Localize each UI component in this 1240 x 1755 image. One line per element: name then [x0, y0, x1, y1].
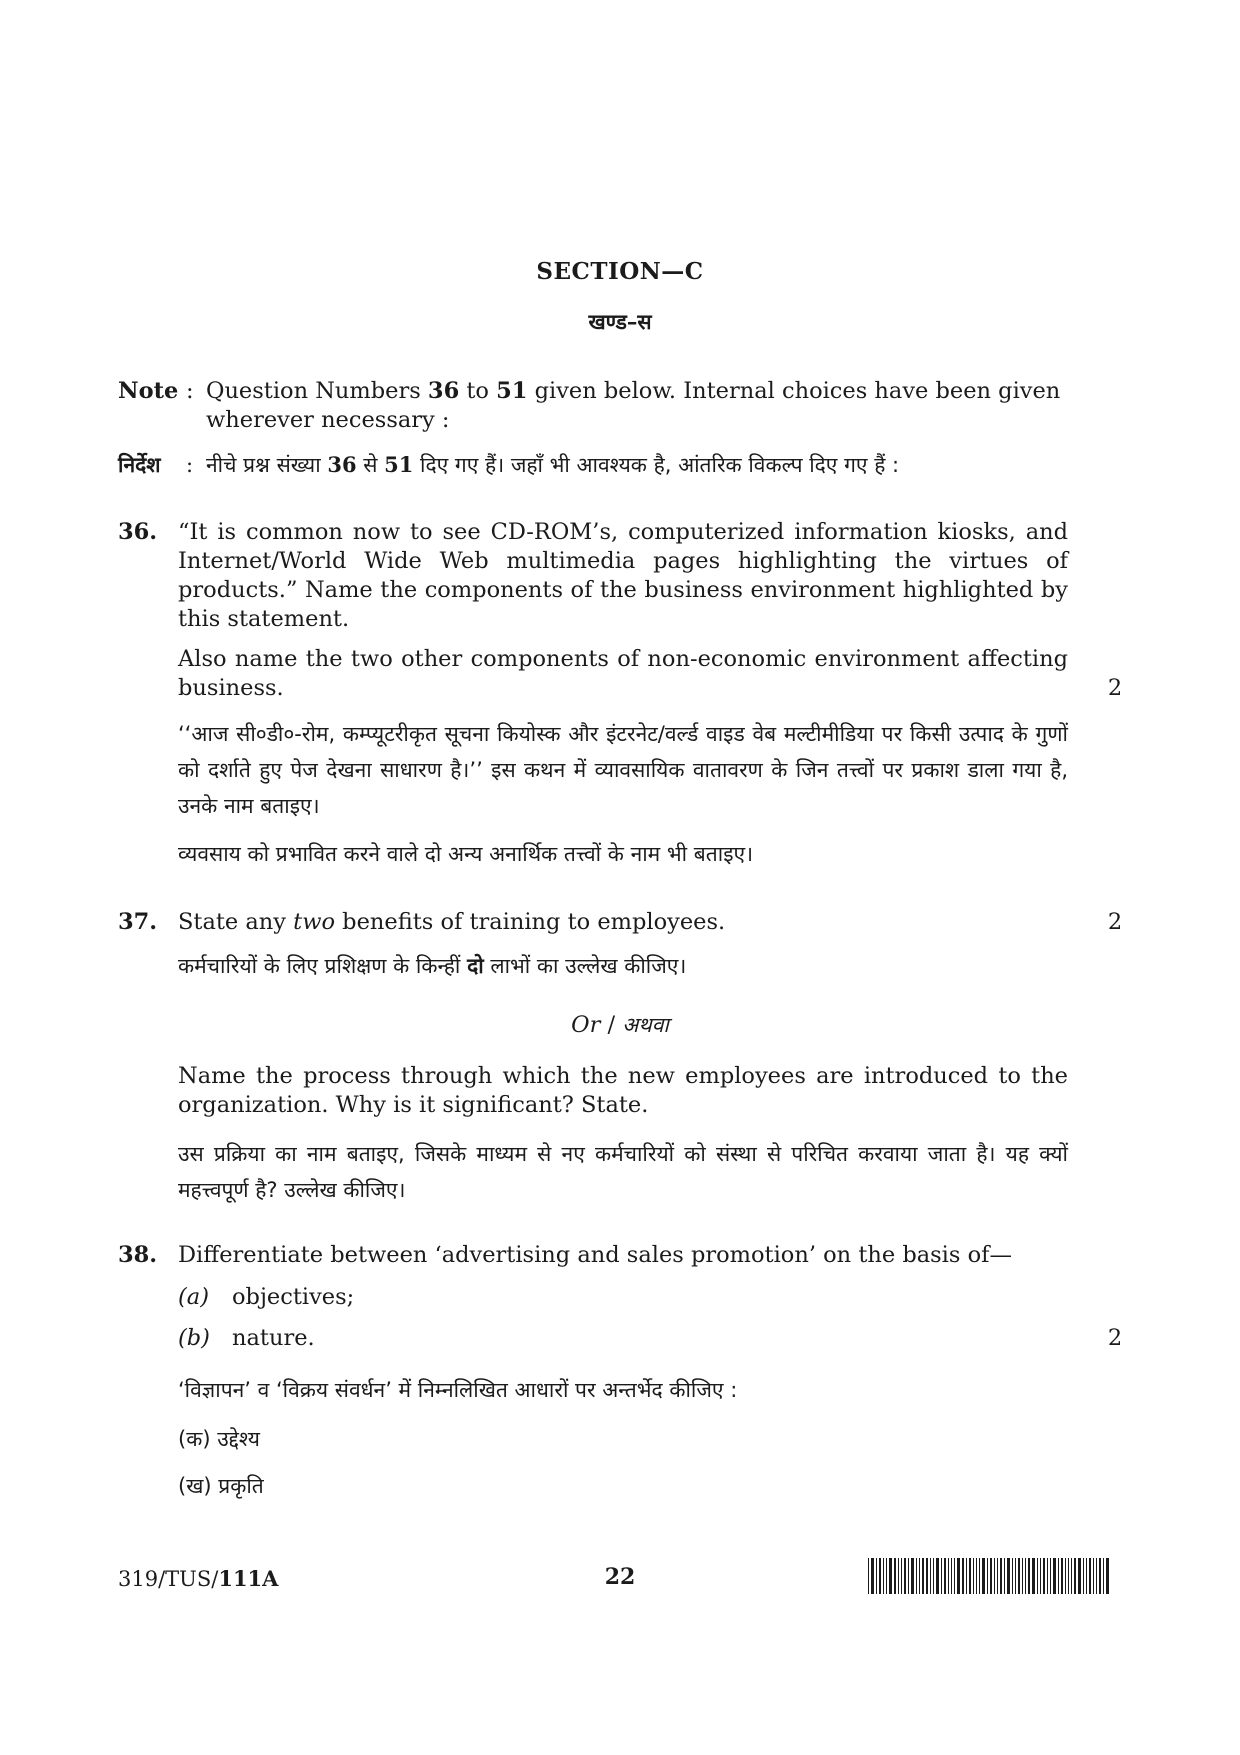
question-number: 36.	[118, 519, 158, 545]
marks: 2	[1107, 909, 1123, 935]
barcode-bar	[969, 1558, 971, 1594]
barcode-bar	[957, 1558, 960, 1594]
barcode-bar	[1078, 1558, 1081, 1594]
barcode-bar	[1037, 1558, 1038, 1594]
barcode-bar	[916, 1558, 917, 1594]
question-text: Name the process through which the new employees are introduced to the organization. Why is it significant? State.	[178, 1063, 1068, 1118]
barcode-bar	[941, 1558, 942, 1594]
barcode-bar	[1068, 1558, 1069, 1594]
question-number: 37.	[118, 909, 158, 935]
sub-item-text: nature.	[232, 1325, 315, 1351]
barcode-bar	[944, 1558, 946, 1594]
barcode-bar	[1040, 1558, 1041, 1594]
barcode-bar	[1096, 1558, 1097, 1594]
barcode-bar	[1053, 1558, 1056, 1594]
barcode-bar	[1106, 1558, 1109, 1594]
barcode-bar	[1074, 1558, 1076, 1594]
note-label: Note	[118, 378, 179, 404]
barcode-bar	[933, 1558, 934, 1594]
page-number: 22	[604, 1564, 636, 1590]
barcode-bar	[919, 1558, 920, 1594]
barcode-bar	[948, 1558, 949, 1594]
barcode-bar	[886, 1558, 887, 1594]
barcode-bar	[930, 1558, 931, 1594]
barcode-bar	[1099, 1558, 1101, 1594]
barcode-bar	[1018, 1558, 1020, 1594]
barcode-bar	[911, 1558, 914, 1594]
question-text: Also name the two other components of non-economic environment affecting business.	[178, 646, 1068, 701]
barcode-bar	[904, 1558, 906, 1594]
barcode-bar	[1025, 1558, 1026, 1594]
question-number: 38.	[118, 1242, 158, 1268]
question-text-hindi: उस प्रक्रिया का नाम बताइए, जिसके माध्यम से नए कर्मचारियों को संस्था से परिचित करवाया जाता है। यह क्यों महत्त्वपूर्ण है? उल्लेख कीजिए।	[178, 1142, 1068, 1202]
nirdesh-colon: :	[186, 453, 194, 477]
barcode-bar	[973, 1558, 974, 1594]
barcode-bar	[1093, 1558, 1094, 1594]
barcode-bar	[1000, 1558, 1002, 1594]
sub-item-hindi: (क) उद्देश्य	[178, 1427, 260, 1451]
section-title: SECTION—C	[536, 258, 704, 285]
barcode-bar	[901, 1558, 902, 1594]
barcode-bar	[1089, 1558, 1091, 1594]
barcode-bar	[1012, 1558, 1013, 1594]
barcode-bar	[1050, 1558, 1051, 1594]
barcode-bar	[936, 1558, 939, 1594]
or-separator: Or / अथवा	[571, 1012, 669, 1038]
sub-item-text: objectives;	[232, 1284, 355, 1310]
note-text: Question Numbers 36 to 51 given below. Internal choices have been given wherever necessary :	[206, 378, 1061, 433]
barcode-bar	[1047, 1558, 1048, 1594]
barcode-bar	[1058, 1558, 1059, 1594]
barcode-bar	[868, 1558, 869, 1594]
note-colon: :	[186, 378, 194, 404]
barcode-bar	[982, 1558, 985, 1594]
barcode-bar	[1103, 1558, 1104, 1594]
barcode-bar	[979, 1558, 980, 1594]
barcode-bar	[879, 1558, 881, 1594]
section-title-hindi: खण्ड–स	[588, 309, 652, 334]
barcode-bar	[908, 1558, 909, 1594]
barcode-bar	[951, 1558, 952, 1594]
question-text-hindi: व्यवसाय को प्रभावित करने वाले दो अन्य अनार्थिक तत्त्वों के नाम भी बताइए।	[178, 842, 754, 866]
barcode-bar	[994, 1558, 995, 1594]
barcode-bar	[976, 1558, 977, 1594]
barcode-bar	[1015, 1558, 1016, 1594]
barcode-bar	[1032, 1558, 1035, 1594]
sub-item-hindi: (ख) प्रकृति	[178, 1474, 264, 1498]
barcode-bar	[966, 1558, 967, 1594]
nirdesh-label: निर्देश	[118, 453, 161, 477]
marks: 2	[1107, 675, 1123, 701]
barcode-bar	[1071, 1558, 1072, 1594]
barcode-bar	[1004, 1558, 1005, 1594]
barcode-bar	[1065, 1558, 1066, 1594]
barcode-bar	[1086, 1558, 1087, 1594]
question-text-hindi: ‘विज्ञापन’ व ‘विक्रय संवर्धन’ में निम्नलिखित आधारों पर अन्तर्भेद कीजिए :	[178, 1378, 738, 1402]
barcode-bar	[926, 1558, 928, 1594]
barcode-bar	[1028, 1558, 1030, 1594]
barcode-bar	[1061, 1558, 1063, 1594]
nirdesh-text: नीचे प्रश्न संख्या 36 से 51 दिए गए हैं। जहाँ भी आवश्यक है, आंतरिक विकल्प दिए गए हैं :	[206, 452, 900, 477]
barcode-bar	[894, 1558, 896, 1594]
barcode-bar	[1043, 1558, 1045, 1594]
barcode-bar	[883, 1558, 884, 1594]
barcode-bar	[1007, 1558, 1010, 1594]
question-text-hindi: ‘‘आज सी०डी०-रोम, कम्प्यूटरीकृत सूचना कियोस्क और इंटरनेट/वर्ल्ड वाइड वेब मल्टीमीडिया पर किसी उत्पाद के गुणों को दर्शाते हुए पेज देखना साधारण है।’’ इस कथन में व्यावसायिक वातावरण के जिन तत्त्वों पर प्रकाश डाला गया है, उनके नाम बताइए।	[178, 722, 1068, 818]
barcode-bar	[898, 1558, 899, 1594]
question-text: State any two benefits of training to employees.	[178, 909, 726, 935]
barcode-bar	[922, 1558, 924, 1594]
barcode-bar	[962, 1558, 964, 1594]
paper-code: 319/TUS/111A	[118, 1566, 279, 1591]
barcode-bar	[1083, 1558, 1084, 1594]
sub-item-label: (b)	[178, 1325, 210, 1351]
barcode-bar	[1022, 1558, 1023, 1594]
barcode-bar	[997, 1558, 998, 1594]
barcode-bar	[871, 1558, 874, 1594]
marks: 2	[1107, 1325, 1123, 1351]
question-text: Differentiate between ‘advertising and sales promotion’ on the basis of—	[178, 1242, 1012, 1268]
barcode-bar	[889, 1558, 892, 1594]
barcode	[868, 1558, 1130, 1594]
barcode-bar	[987, 1558, 988, 1594]
barcode-bar	[876, 1558, 877, 1594]
barcode-bar	[990, 1558, 992, 1594]
question-text: “It is common now to see CD-ROM’s, computerized information kiosks, and Internet/World Wide Web multimedia pages highlighting the virtues of products.” Name the components of the business environment highlighted by this statement.	[178, 519, 1068, 632]
sub-item-label: (a)	[178, 1284, 209, 1310]
question-text-hindi: कर्मचारियों के लिए प्रशिक्षण के किन्हीं दो लाभों का उल्लेख कीजिए।	[178, 954, 687, 978]
barcode-bar	[954, 1558, 955, 1594]
